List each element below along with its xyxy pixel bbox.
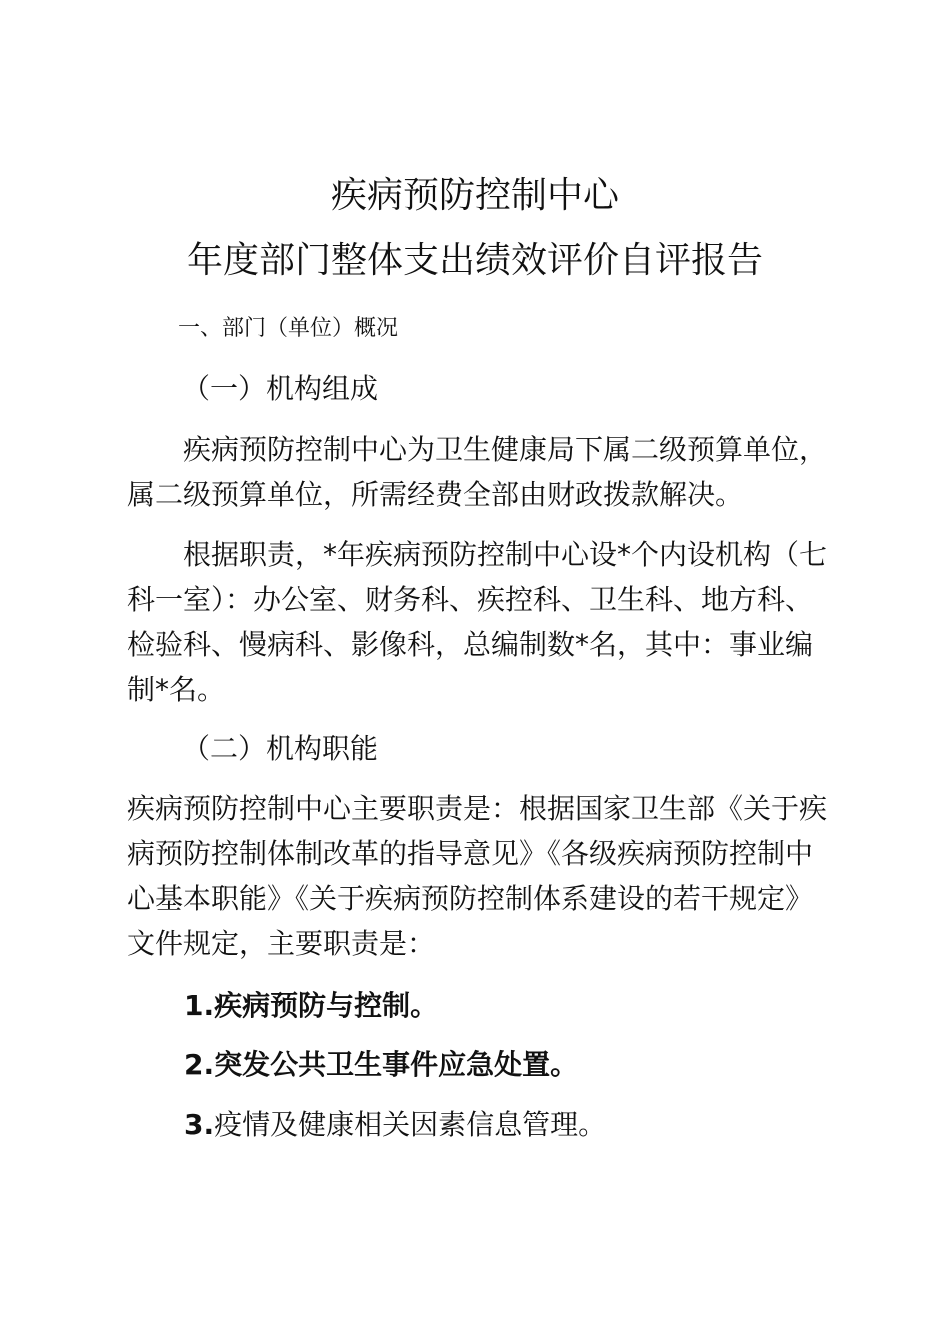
paragraph-main-responsibilities: 疾病预防控制中心主要职责是：根据国家卫生部《关于疾病预防控制体制改革的指导意见》《各级疾病预防控制中心基本职能》《关于疾病预防控制体系建设的若干规定》文件规定，主要职责是：: [127, 792, 828, 960]
list-item-text: 疫情及健康相关因素信息管理。: [214, 1108, 607, 1141]
section-heading: 一、部门（单位）概况: [178, 316, 399, 341]
list-item-emergency-response: 2.突发公共卫生事件应急处置。: [184, 1048, 579, 1081]
subsection-heading-functions: （二）机构职能: [182, 732, 379, 765]
paragraph-organization-overview: 疾病预防控制中心为卫生健康局下属二级预算单位，属二级预算单位，所需经费全部由财政拨款解决。: [127, 433, 828, 511]
document-title-line-2: 年度部门整体支出绩效评价自评报告: [186, 240, 763, 281]
list-item-information-management: [184, 1108, 607, 1141]
document-title-line-1: 疾病预防控制中心: [330, 175, 619, 216]
paragraph-internal-departments: 根据职责，*年疾病预防控制中心设*个内设机构（七科一室）：办公室、财务科、疾控科、卫生科、地方科、检验科、慢病科、影像科，总编制数*名，其中：事业编制*名。: [127, 538, 828, 706]
subsection-heading-organization: （一）机构组成: [182, 372, 379, 405]
list-item-number: 3.: [184, 1108, 215, 1141]
list-item-disease-prevention: 1.疾病预防与控制。: [184, 989, 439, 1022]
